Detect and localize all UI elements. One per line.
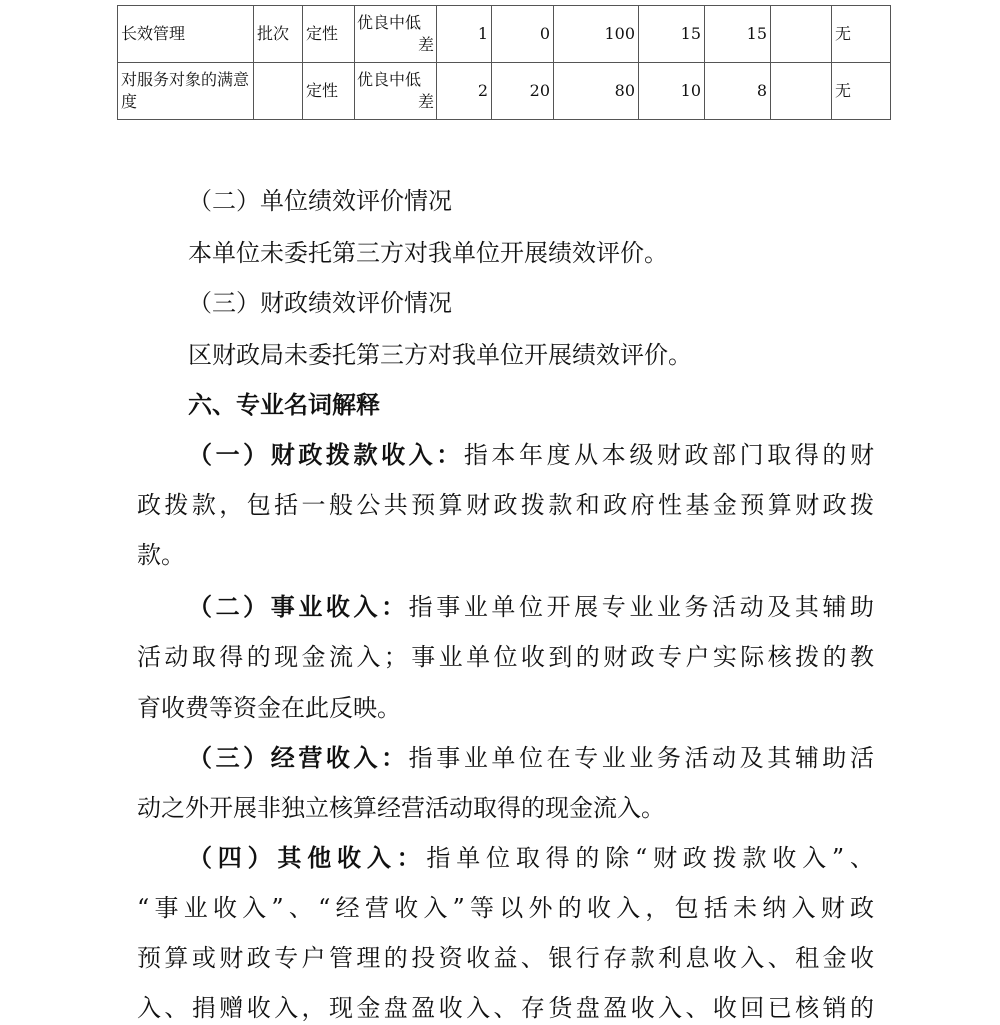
glossary-text-line: 动之外开展非独立核算经营活动取得的现金流入。 [137, 794, 665, 822]
value-cell: 0 [492, 6, 554, 63]
fiscal-eval-heading: （三）财政绩效评价情况 [188, 289, 452, 317]
glossary-item-4 [188, 843, 874, 873]
glossary-text-line: “事业收入”、“经营收入”等以外的收入，包括未纳入财政 [137, 894, 874, 922]
value-cell: 15 [639, 6, 705, 63]
value-cell [771, 6, 832, 63]
indicator-name: 长效管理 [118, 6, 254, 63]
indicator-unit [254, 63, 303, 120]
table-row [118, 6, 891, 63]
grade-line-2: 差 [417, 92, 434, 111]
glossary-definition: 指单位取得的除“财政拨款收入”、 [426, 844, 874, 872]
glossary-text-line: 预算或财政专户管理的投资收益、银行存款利息收入、租金收 [137, 944, 874, 972]
note-cell: 无 [832, 6, 891, 63]
glossary-item-2 [188, 592, 874, 622]
indicator-name: 对服务对象的满意度 [118, 63, 254, 120]
performance-indicator-table [117, 5, 891, 120]
table-row [118, 63, 891, 120]
value-cell: 100 [554, 6, 639, 63]
glossary-term: （二）事业收入： [188, 592, 409, 621]
glossary-item-3 [188, 743, 874, 773]
indicator-grade [355, 6, 437, 63]
value-cell [771, 63, 832, 120]
glossary-item-1 [188, 440, 874, 470]
indicator-unit: 批次 [254, 6, 303, 63]
grade-line-1: 优良中低 [357, 13, 422, 32]
glossary-text-line: 政拨款，包括一般公共预算财政拨款和政府性基金预算财政拨 [137, 491, 874, 519]
value-cell: 10 [639, 63, 705, 120]
glossary-text-line: 款。 [137, 541, 185, 569]
glossary-heading: 六、专业名词解释 [188, 390, 380, 419]
indicator-type: 定性 [303, 6, 355, 63]
value-cell: 8 [705, 63, 771, 120]
glossary-text-line: 育收费等资金在此反映。 [137, 694, 401, 722]
indicator-grade [355, 63, 437, 120]
note-cell: 无 [832, 63, 891, 120]
grade-line-1: 优良中低 [357, 70, 422, 89]
value-cell: 15 [705, 6, 771, 63]
indicator-type: 定性 [303, 63, 355, 120]
glossary-term: （一）财政拨款收入： [188, 440, 464, 469]
glossary-text-line: 入、捐赠收入，现金盘盈收入、存货盘盈收入、收回已核销的 [137, 994, 874, 1022]
glossary-definition: 指事业单位在专业业务活动及其辅助活 [408, 744, 875, 772]
glossary-definition: 指事业单位开展专业业务活动及其辅助 [408, 593, 875, 621]
value-cell: 1 [437, 6, 492, 63]
fiscal-eval-text: 区财政局未委托第三方对我单位开展绩效评价。 [188, 341, 692, 369]
unit-eval-text: 本单位未委托第三方对我单位开展绩效评价。 [188, 239, 668, 267]
value-cell: 80 [554, 63, 639, 120]
glossary-term: （三）经营收入： [188, 743, 409, 772]
grade-line-2: 差 [417, 35, 434, 54]
unit-eval-heading: （二）单位绩效评价情况 [188, 187, 452, 215]
value-cell: 20 [492, 63, 554, 120]
glossary-definition: 指本年度从本级财政部门取得的财 [463, 441, 875, 469]
glossary-term: （四）其他收入： [188, 843, 427, 872]
glossary-text-line: 活动取得的现金流入；事业单位收到的财政专户实际核拨的教 [137, 643, 874, 671]
value-cell: 2 [437, 63, 492, 120]
